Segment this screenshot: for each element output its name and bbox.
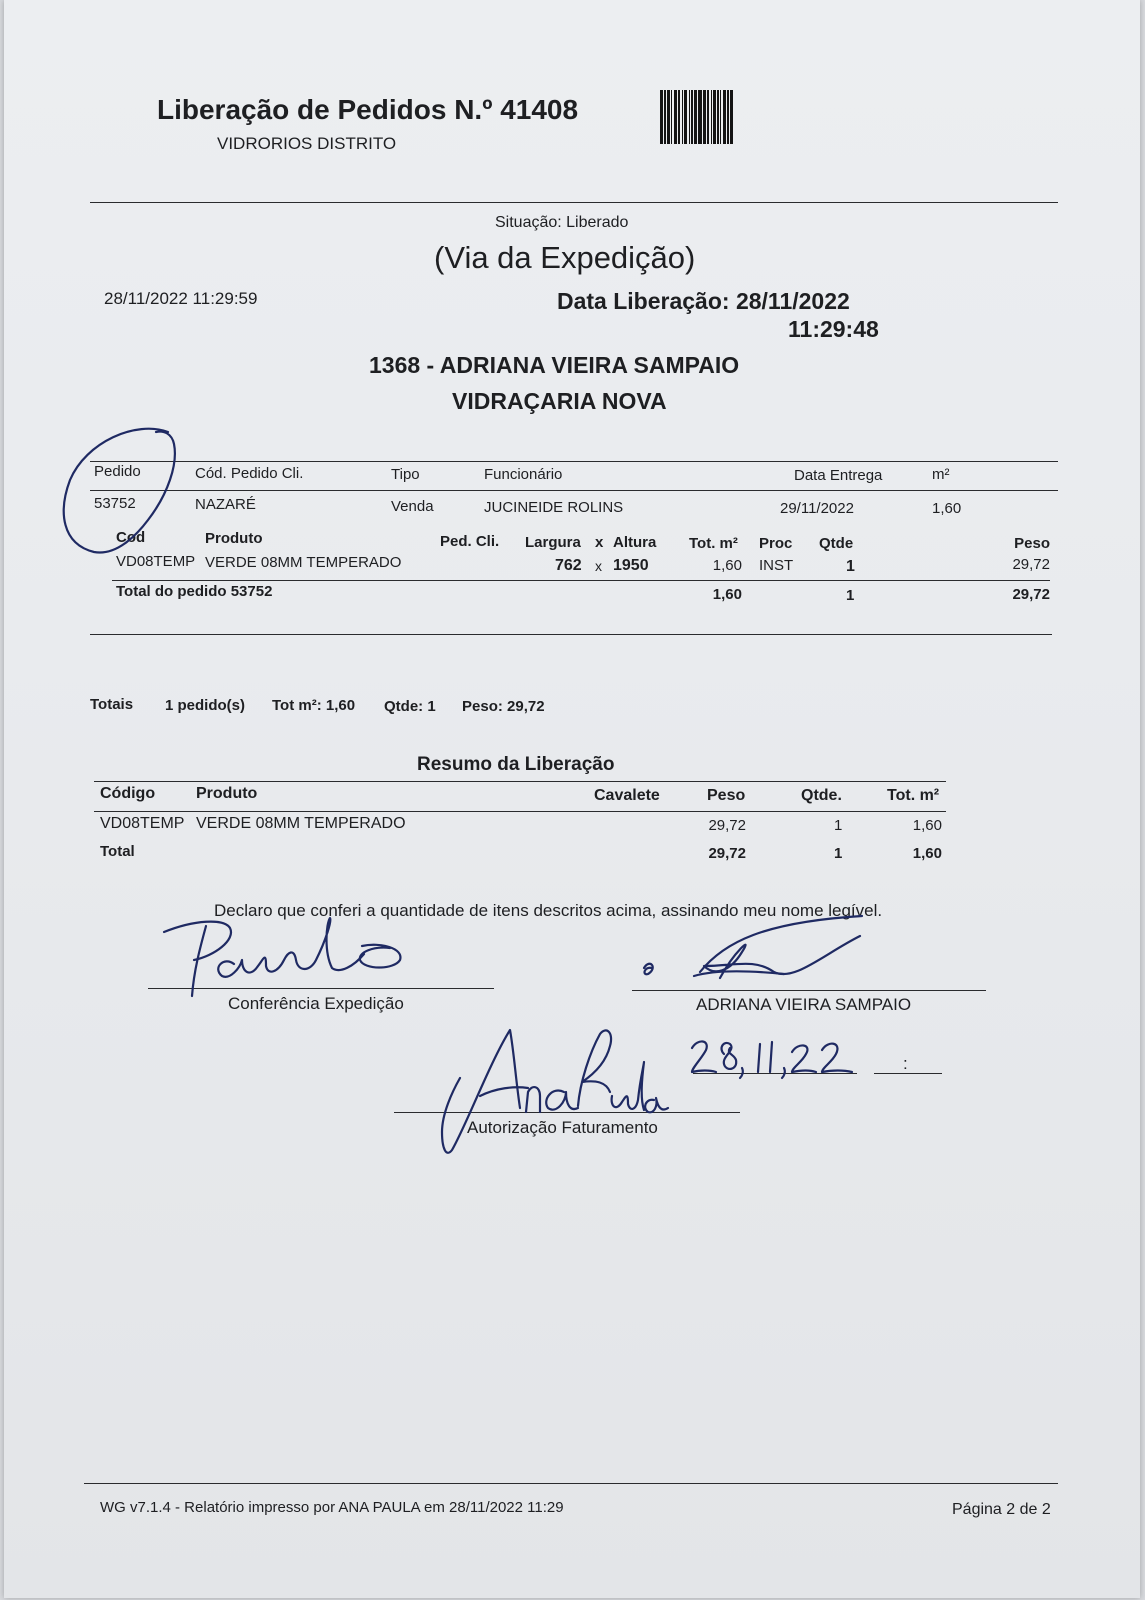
- item-cod: VD08TEMP: [116, 553, 196, 570]
- footer-rule: [84, 1483, 1058, 1484]
- item-header-altura: Altura: [613, 534, 657, 551]
- totals-tot-m2: Tot m²: 1,60: [272, 697, 356, 714]
- resumo-row-qtde: 1: [834, 817, 843, 834]
- resumo-row-codigo: VD08TEMP: [100, 815, 185, 832]
- autorizacao-label: Autorização Faturamento: [467, 1118, 658, 1137]
- totals-pedidos: 1 pedido(s): [165, 697, 246, 714]
- barcode: [660, 90, 840, 144]
- via-label: (Via da Expedição): [434, 240, 696, 275]
- col-header-cod-pedido-cli: Cód. Pedido Cli.: [195, 465, 304, 482]
- declaration-text: Declaro que conferi a quantidade de itens descritos acima, assinando meu nome legível.: [214, 901, 883, 920]
- resumo-header-peso: Peso: [707, 787, 746, 804]
- signature-adriana: [634, 912, 884, 992]
- col-header-funcionario: Funcionário: [484, 466, 563, 483]
- col-header-data-entrega: Data Entrega: [794, 467, 883, 484]
- item-qtde: 1: [846, 558, 855, 575]
- header-divider: [90, 202, 1058, 203]
- item-total-rule: [112, 580, 1050, 581]
- client-company: VIDRAÇARIA NOVA: [452, 388, 667, 414]
- signature-ana-paula: [430, 1022, 670, 1162]
- resumo-total-peso: 29,72: [708, 845, 746, 862]
- resumo-header-codigo: Código: [100, 785, 156, 802]
- order-cod-pedido-cli: NAZARÉ: [195, 496, 256, 513]
- order-table-bottom-rule: [90, 634, 1052, 635]
- order-total-peso: 29,72: [1012, 586, 1050, 603]
- footer-left: WG v7.1.4 - Relatório impresso por ANA PAULA em 28/11/2022 11:29: [100, 1499, 564, 1516]
- resumo-total-label: Total: [100, 843, 135, 860]
- order-tipo: Venda: [391, 498, 434, 515]
- hora-liberacao: 11:29:48: [788, 316, 879, 342]
- item-header-ped-cli: Ped. Cli.: [440, 533, 500, 550]
- order-m2: 1,60: [932, 500, 962, 517]
- data-liberacao: Data Liberação: 28/11/2022: [557, 288, 850, 314]
- resumo-header-qtde: Qtde.: [801, 787, 842, 804]
- company-name: VIDRORIOS DISTRITO: [217, 134, 397, 153]
- conferencia-signature-line: [148, 988, 494, 989]
- item-header-largura: Largura: [525, 534, 581, 551]
- item-proc: INST: [759, 557, 794, 574]
- item-produto: VERDE 08MM TEMPERADO: [205, 554, 402, 571]
- order-total-tot-m2: 1,60: [712, 586, 742, 603]
- item-header-proc: Proc: [759, 535, 793, 552]
- item-altura: 1950: [613, 557, 649, 574]
- client-signature-label: ADRIANA VIEIRA SAMPAIO: [696, 995, 912, 1014]
- order-funcionario: JUCINEIDE ROLINS: [484, 499, 624, 516]
- resumo-total-qtde: 1: [834, 845, 843, 862]
- resumo-row-produto: VERDE 08MM TEMPERADO: [196, 815, 406, 832]
- resumo-row-tot-m2: 1,60: [912, 817, 942, 834]
- item-tot-m2: 1,60: [712, 557, 742, 574]
- totals-qtde: Qtde: 1: [384, 698, 436, 715]
- item-header-qtde: Qtde: [819, 535, 854, 552]
- item-x: x: [595, 558, 602, 574]
- item-peso: 29,72: [1012, 556, 1050, 573]
- resumo-title: Resumo da Liberação: [417, 754, 615, 775]
- order-data-entrega: 29/11/2022: [780, 500, 854, 517]
- document-page: [4, 0, 1140, 1598]
- item-header-tot-m2: Tot. m²: [689, 535, 738, 552]
- time-underline: [874, 1073, 942, 1074]
- resumo-header-rule: [94, 811, 946, 812]
- order-total-qtde: 1: [846, 587, 855, 604]
- item-largura: 762: [555, 557, 582, 574]
- order-pedido: 53752: [94, 495, 136, 512]
- signature-paulo: [154, 912, 424, 1004]
- order-table-header-rule: [90, 490, 1058, 491]
- printed-datetime: 28/11/2022 11:29:59: [104, 289, 258, 308]
- col-header-tipo: Tipo: [391, 466, 420, 483]
- totals-peso: Peso: 29,72: [462, 698, 545, 715]
- footer-page-number: Página 2 de 2: [952, 1501, 1051, 1518]
- resumo-header-produto: Produto: [196, 785, 258, 802]
- col-header-m2: m²: [932, 466, 950, 483]
- date-underline: [693, 1073, 857, 1074]
- client-line: 1368 - ADRIANA VIEIRA SAMPAIO: [369, 352, 740, 378]
- resumo-total-tot-m2: 1,60: [912, 845, 942, 862]
- client-signature-line: [632, 990, 986, 991]
- item-header-x: x: [595, 534, 604, 551]
- document-title: Liberação de Pedidos N.º 41408: [157, 94, 579, 125]
- time-blank-colon: :: [903, 1054, 908, 1073]
- item-header-peso: Peso: [1014, 535, 1050, 552]
- order-total-label: Total do pedido 53752: [116, 583, 273, 600]
- conferencia-label: Conferência Expedição: [228, 994, 404, 1013]
- totals-label: Totais: [90, 696, 134, 713]
- autorizacao-signature-line: [394, 1112, 740, 1113]
- col-header-pedido: Pedido: [94, 463, 141, 480]
- resumo-header-cavalete: Cavalete: [594, 787, 660, 804]
- item-header-produto: Produto: [205, 530, 263, 547]
- item-header-cod: Cod: [116, 529, 146, 546]
- resumo-top-rule: [94, 781, 946, 782]
- situacao: Situação: Liberado: [495, 214, 629, 231]
- resumo-header-tot-m2: Tot. m²: [887, 787, 940, 804]
- resumo-row-peso: 29,72: [708, 817, 746, 834]
- order-table-top-rule: [90, 461, 1058, 462]
